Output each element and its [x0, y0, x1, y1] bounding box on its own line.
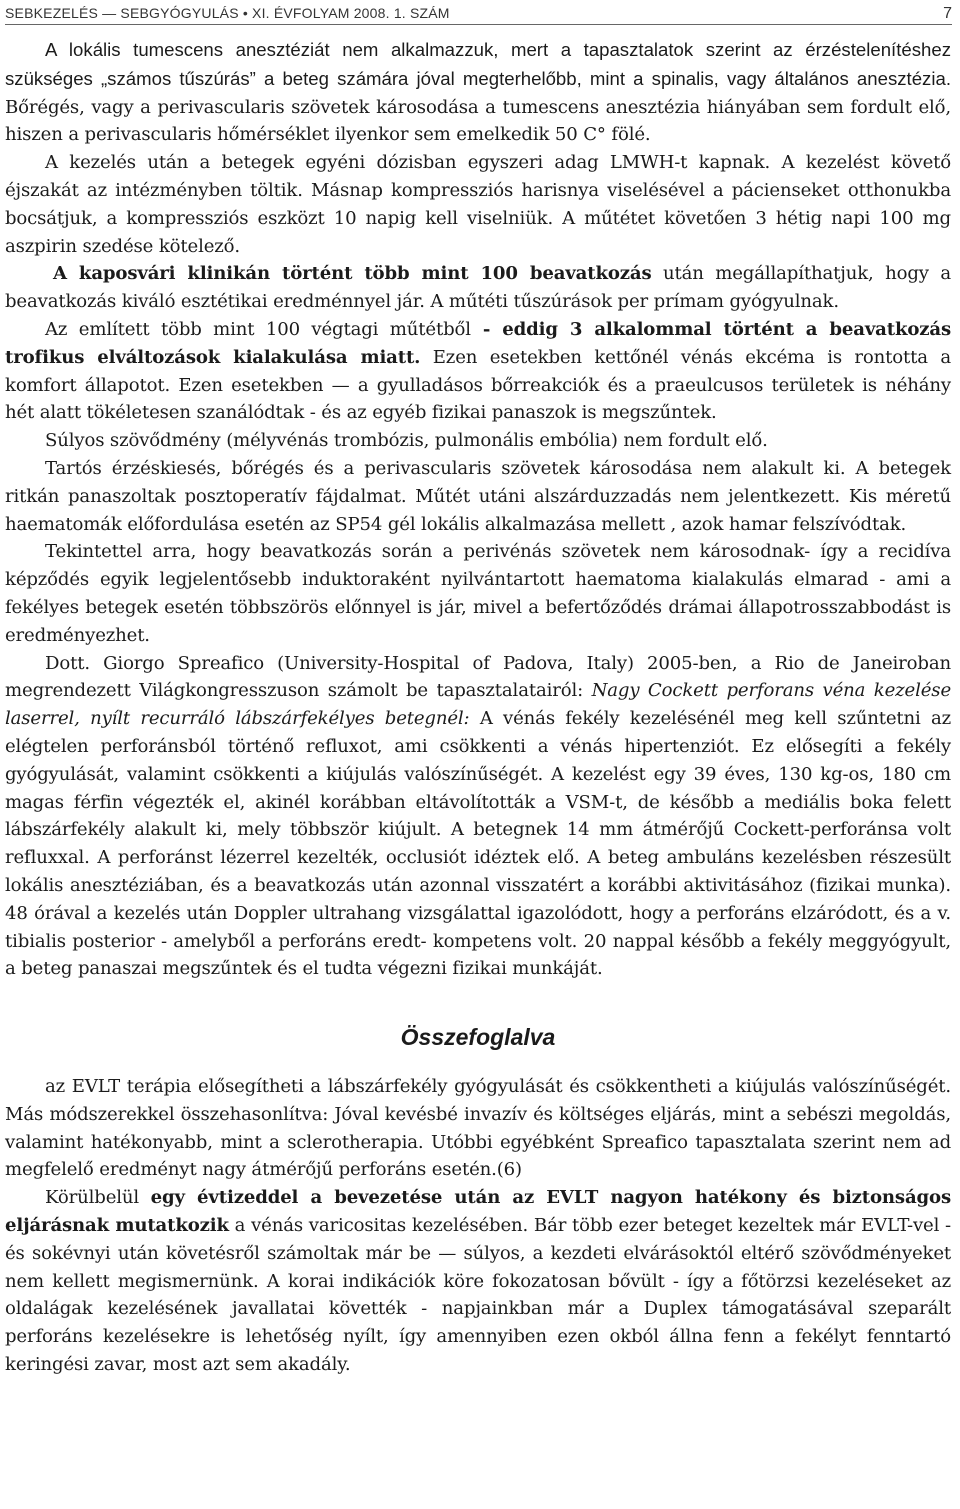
paragraph-spreafico-case: [5, 650, 951, 984]
section-heading-summary: Összefoglalva: [400, 1024, 556, 1051]
paragraph-trophic-cases: [5, 316, 951, 427]
trophic-rest: Ezen esetekben kettőnél vénás ekcéma is rontotta a komfort állapotot. Ezen esetekben — a gyulladásos bőrreakciók és a praeulcusos területek is néhány hét alatt tökéletesen szanálódtak - és az egyéb fizikai panaszok is megszűntek.: [5, 346, 951, 424]
spreafico-intro: Dott. Giorgo Spreafico (University-Hospital of Padova, Italy) 2005-ben, a Rio de Janeiroban megrendezett Világkongresszuson számolt be tapasztalatairól:: [5, 652, 951, 702]
decade-highlight: egy évtizeddel a bevezetése után az EVLT nagyon hatékony és biztonságos eljárásnak mutatkozik: [5, 1187, 951, 1237]
decade-rest: a vénás varicositas kezelésében. Bár több ezer beteget kezeltek már EVLT-vel - és sokévnyi után követésről számoltak már be — súlyos, a kezdeti elvárásoktól eltérő szövődményeket nem kellett megismernünk. A korai indikációk köre fokozatosan bővült - így a főtörzsi kezeléseket az oldalágak kezelésének javallatai követték - napjainkban már a Duplex támogatásával szeparált perforáns kezelésekre is lehetőség nyílt, így amennyiben ezen okból állna fenn a fekélyt fenntartó keringési zavar, most azt sem akadály.: [5, 1215, 951, 1376]
trophic-highlight: - eddig 3 alkalommal történt a beavatkozás trofikus elváltozások kialakulása miatt.: [5, 318, 952, 368]
running-header: [5, 2, 952, 25]
paragraph-no-complications: Súlyos szövődmény (mélyvénás trombózis, pulmonális embólia) nem fordult elő.: [45, 430, 768, 452]
paragraph-anesthesia-rest: Bőrégés, vagy a perivascularis szövetek károsodása a tumescens anesztézia hiányában sem fordult elő, hiszen a perivascularis hőmérséklet ilyenkor sem emelkedik 50 C° fölé.: [5, 96, 951, 146]
article-body: [5, 36, 951, 1379]
paragraph-kaposvar-results: [5, 260, 951, 316]
paragraph-hematoma: Tekintettel arra, hogy beavatkozás során a perivénás szövetek nem károsodnak- így a recidíva képződés egyik legjelentősebb induktoraként nyilvántartott haematoma kialakulás elmarad - ami a fekélyes betegek esetén többszörös előnnyel is jár, mivel a befertőződés drámai állapotrosszabbodást is eredményezhet.: [5, 541, 951, 646]
decade-intro: Körülbelül: [45, 1187, 151, 1209]
running-title: SEBKEZELÉS — SEBGYÓGYULÁS • XI. ÉVFOLYAM 2008. 1. SZÁM: [5, 5, 450, 21]
spreafico-rest: A vénás fekély kezelésénél meg kell szűntetni az elégtelen perforánsból történő refluxot, ami csökkenti a vénás hipertenziót. Ez elősegíti a fekély gyógyulását, valamint csökkenti a kiújulás valószínűségét. A kezelést egy 39 éves, 130 kg-os, 180 cm magas férfin végezték el, akinél korábban eltávolították a VSM-t, de később a mediális boka felett lábszárfekély alakult ki, mely többször kiújult. A betegnek 14 mm átmérőjű Cockett-perforánsa volt refluxxal. A perforánst lézerrel kezelték, occlusiót idéztek elő. A beteg ambuláns kezelésben részesült lokális anesztéziában, és a beavatkozás után azonnal visszatért a korábbi aktivitásához (fizikai munka). 48 órával a kezelés után Doppler ultrahang vizsgálattal igazolódott, hogy a perforáns elzáródott, és a v. tibialis posterior - amelyből a perforáns eredt- kompetens volt. 20 nappal később a fekély meggyógyult, a beteg panaszai megszűntek és el tudta végezni fizikai munkáját.: [5, 708, 951, 980]
kaposvar-rest: után megállapíthatjuk, hogy a beavatkozás kiváló esztétikai eredménnyel jár. A műtéti tűszúrások per prímam gyógyulnak.: [5, 263, 951, 313]
paragraph-anesthesia: [5, 36, 951, 149]
spreafico-title: Nagy Cockett perforans véna kezelése laserrel, nyílt recurráló lábszárfekélyes betegnél:: [5, 680, 952, 730]
paragraph-anesthesia-lead: A lokális tumescens anesztéziát nem alkalmazzuk, mert a tapasztalatok szerint az érzéstelenítéshez szükséges „számos tűszúrás” a beteg számára jóval megterhelőbb, mint a spinalis, vagy általános anesztézia.: [5, 39, 951, 89]
page-number: 7: [943, 5, 952, 22]
paragraph-side-effects: Tartós érzéskiesés, bőrégés és a perivascularis szövetek károsodása nem alakult ki. A betegek ritkán panaszoltak posztoperatív fájdalmat. Műtét utáni alszárduzzadás nem jelentkezett. Kis méretű haematomák előfordulása esetén az SP54 gél lokális alkalmazása mellett , azok hamar felszívódtak.: [5, 457, 951, 535]
paragraph-summary-evlt: az EVLT terápia elősegítheti a lábszárfekély gyógyulását és csökkentheti a kiújulás valószínűségét. Más módszerekkel összehasonlítva: Jóval kevésbé invazív és költséges eljárás, mint a sebészi megoldás, valamint hatékonyabb, mint a sclerotherapia. Utóbbi egyébként Spreafico tapasztalata szerint nem ad megfelelő eredményt nagy átmérőjű perforáns esetén.(6): [5, 1076, 951, 1181]
kaposvar-highlight: A kaposvári klinikán történt több mint 100 beavatkozás: [53, 263, 652, 285]
trophic-intro: Az említett több mint 100 végtagi műtétből: [45, 318, 471, 340]
paragraph-summary-decade: [5, 1184, 951, 1379]
paragraph-aftercare: A kezelés után a betegek egyéni dózisban egyszeri adag LMWH-t kapnak. A kezelést követő éjszakát az intézményben töltik. Másnap kompressziós harisnya viselésével a pácienseket otthonukba bocsátjuk, a kompressziós eszközt 10 napig kell viselniük. A műtétet követően 3 hétig napi 100 mg aszpirin szedése kötelező.: [5, 152, 951, 257]
